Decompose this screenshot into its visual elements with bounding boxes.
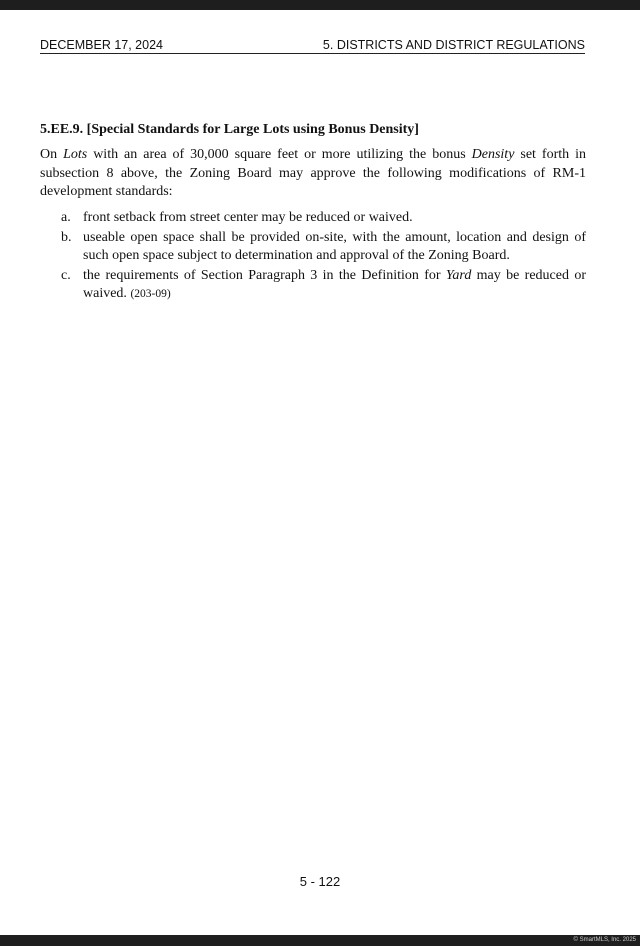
bottom-bar (0, 935, 640, 946)
term-lots: Lots (63, 147, 88, 162)
list-marker: c. (61, 267, 71, 283)
citation: (203-09) (130, 288, 171, 300)
intro-paragraph (40, 146, 586, 202)
term-yard: Yard (445, 267, 472, 283)
list-item (40, 229, 586, 266)
page-header (40, 38, 585, 54)
list-marker: a. (61, 210, 71, 225)
page-number: 5 - 122 (299, 874, 341, 889)
list-item (40, 209, 586, 228)
section-title: 5.EE.9. [Special Standards for Large Lots using Bonus Density] (40, 122, 419, 137)
list-item-text-end: may be reduced or waived. (83, 267, 586, 301)
list-item (40, 267, 586, 304)
intro-part3: set forth in subsection 8 above, the Zoning Board may approve the following modifications of RM-1 development standards: (40, 147, 586, 199)
copyright-text: © SmartMLS, Inc. 2025 (573, 937, 636, 943)
term-density: Density (471, 147, 515, 162)
header-chapter: 5. DISTRICTS AND DISTRICT REGULATIONS (322, 38, 585, 52)
header-date: DECEMBER 17, 2024 (40, 38, 163, 52)
modification-list (40, 209, 586, 305)
intro-part2: with an area of 30,000 square feet or more utilizing the bonus (87, 147, 472, 162)
top-bar (0, 0, 640, 10)
list-item-text: front setback from street center may be reduced or waived. (83, 210, 413, 225)
intro-part1: On (40, 147, 64, 162)
list-item-text: the requirements of Section Paragraph 3 in the Definition for (83, 267, 446, 283)
list-item-text: useable open space shall be provided on-site, with the amount, location and design of such open space subject to determination and approval of the Zoning Board. (83, 229, 586, 263)
list-marker: b. (61, 229, 72, 245)
